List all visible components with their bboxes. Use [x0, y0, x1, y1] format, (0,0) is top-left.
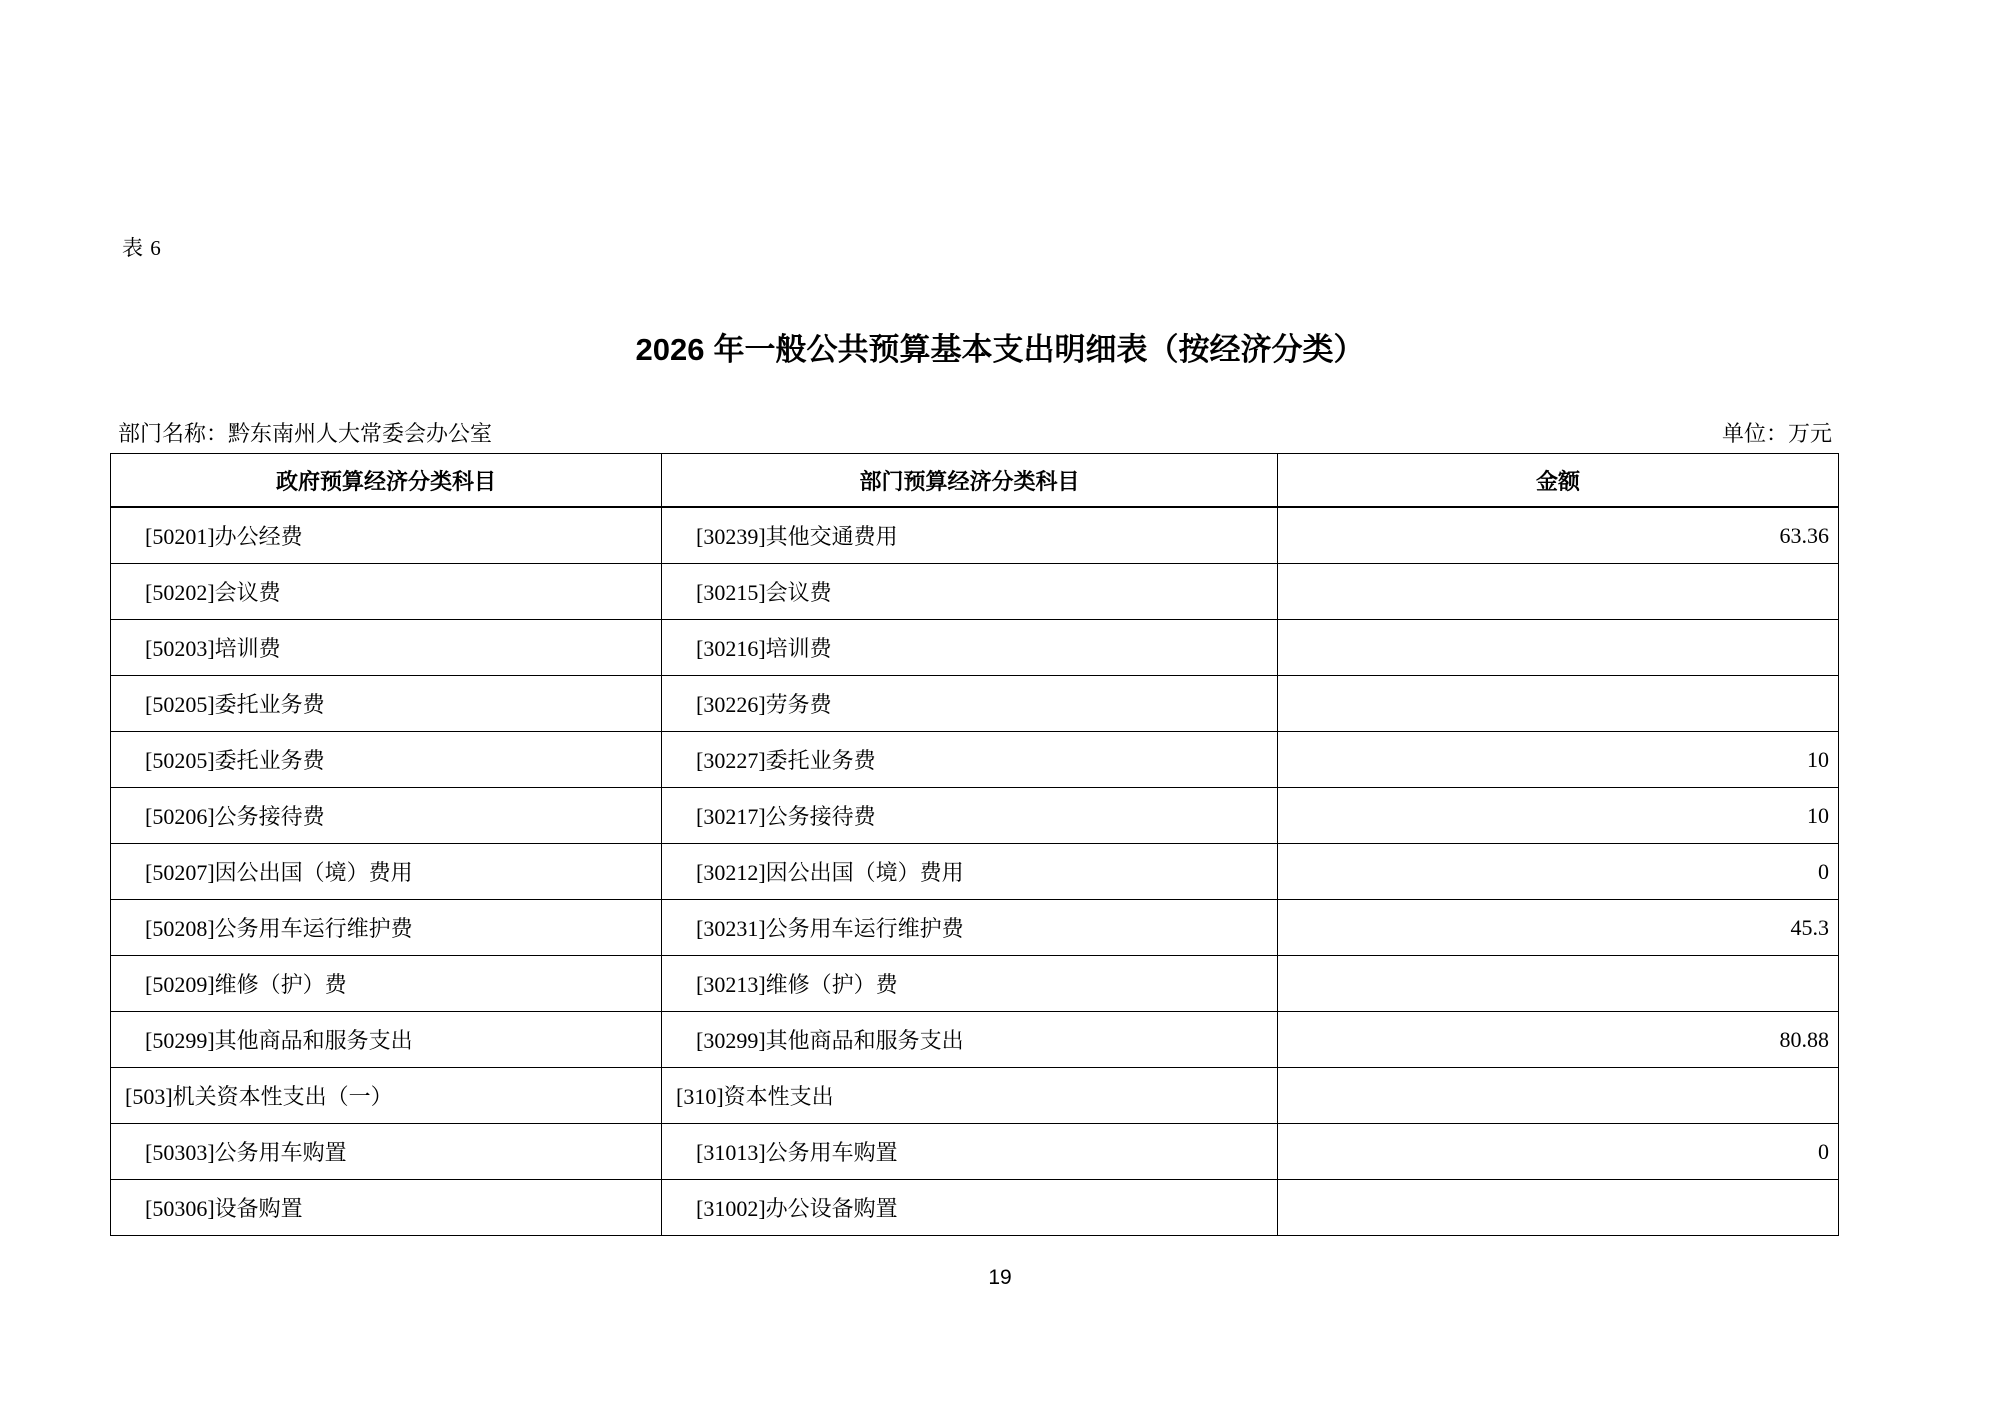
gov-subject-cell: [50299]其他商品和服务支出 [111, 1012, 662, 1068]
dept-subject-cell: [30213]维修（护）费 [662, 956, 1278, 1012]
page-title-text: 年一般公共预算基本支出明细表（按经济分类） [713, 332, 1365, 367]
header-amount: 金额 [1278, 454, 1839, 508]
table-row [111, 1180, 1839, 1236]
sheet-label: 表 6 [122, 236, 162, 260]
table-row [111, 788, 1839, 844]
table-row [111, 507, 1839, 564]
table-header-row [111, 454, 1839, 508]
table-row [111, 620, 1839, 676]
amount-cell [1278, 676, 1839, 732]
gov-subject-cell: [50201]办公经费 [111, 507, 662, 564]
dept-subject-cell: [30227]委托业务费 [662, 732, 1278, 788]
page-number: 19 [988, 1266, 1012, 1289]
amount-cell [1278, 564, 1839, 620]
header-dept-subject: 部门预算经济分类科目 [662, 454, 1278, 508]
dept-subject-cell: [310]资本性支出 [662, 1068, 1278, 1124]
table-row [111, 1068, 1839, 1124]
gov-subject-cell: [50205]委托业务费 [111, 676, 662, 732]
gov-subject-cell: [50203]培训费 [111, 620, 662, 676]
table-body [111, 507, 1839, 1236]
gov-subject-cell: [50209]维修（护）费 [111, 956, 662, 1012]
gov-subject-cell: [50205]委托业务费 [111, 732, 662, 788]
amount-cell [1278, 956, 1839, 1012]
amount-cell [1278, 1068, 1839, 1124]
dept-subject-cell: [30217]公务接待费 [662, 788, 1278, 844]
amount-cell: 0 [1278, 844, 1839, 900]
dept-subject-cell: [31002]办公设备购置 [662, 1180, 1278, 1236]
gov-subject-cell: [50208]公务用车运行维护费 [111, 900, 662, 956]
dept-subject-cell: [30299]其他商品和服务支出 [662, 1012, 1278, 1068]
gov-subject-cell: [50206]公务接待费 [111, 788, 662, 844]
table-row [111, 732, 1839, 788]
gov-subject-cell: [50303]公务用车购置 [111, 1124, 662, 1180]
budget-table [110, 453, 1839, 1236]
table-row [111, 564, 1839, 620]
gov-subject-cell: [50306]设备购置 [111, 1180, 662, 1236]
amount-cell [1278, 620, 1839, 676]
header-gov-subject: 政府预算经济分类科目 [111, 454, 662, 508]
dept-subject-cell: [30212]因公出国（境）费用 [662, 844, 1278, 900]
dept-subject-cell: [31013]公务用车购置 [662, 1124, 1278, 1180]
dept-subject-cell: [30216]培训费 [662, 620, 1278, 676]
amount-cell: 10 [1278, 732, 1839, 788]
amount-cell [1278, 1180, 1839, 1236]
page-title [0, 324, 2000, 369]
gov-subject-cell: [50207]因公出国（境）费用 [111, 844, 662, 900]
table-row [111, 956, 1839, 1012]
table-row [111, 676, 1839, 732]
amount-cell: 45.3 [1278, 900, 1839, 956]
amount-cell: 63.36 [1278, 507, 1839, 564]
department-name: 部门名称：黔东南州人大常委会办公室 [118, 421, 493, 446]
amount-cell: 10 [1278, 788, 1839, 844]
dept-subject-cell: [30226]劳务费 [662, 676, 1278, 732]
table-row [111, 844, 1839, 900]
dept-subject-cell: [30239]其他交通费用 [662, 507, 1278, 564]
meta-row [118, 417, 1832, 448]
table-row [111, 1124, 1839, 1180]
gov-subject-cell: [50202]会议费 [111, 564, 662, 620]
dept-subject-cell: [30215]会议费 [662, 564, 1278, 620]
amount-cell: 0 [1278, 1124, 1839, 1180]
table-row [111, 1012, 1839, 1068]
page-title-year: 2026 [635, 332, 705, 367]
amount-cell: 80.88 [1278, 1012, 1839, 1068]
dept-subject-cell: [30231]公务用车运行维护费 [662, 900, 1278, 956]
table-row [111, 900, 1839, 956]
unit-label: 单位：万元 [1721, 421, 1832, 446]
gov-subject-cell: [503]机关资本性支出（一） [111, 1068, 662, 1124]
